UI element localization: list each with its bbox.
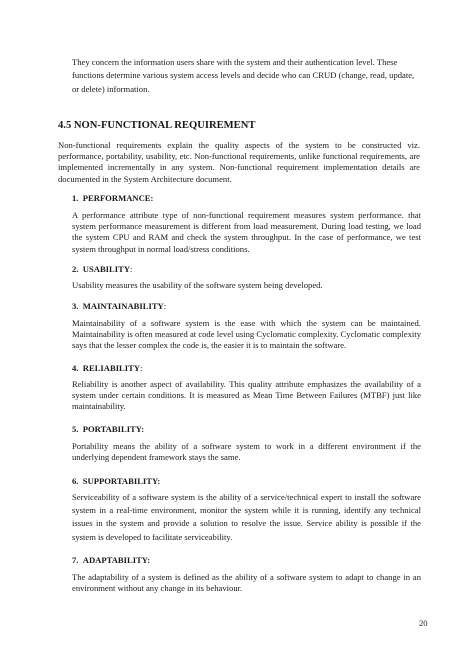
item-body-portability: Portability means the ability of a software system to work in a different environment if the underlying dependent framework stays the same.	[72, 441, 421, 463]
item-number: 1.	[72, 193, 79, 203]
section-heading: 4.5 NON-FUNCTIONAL REQUIREMENT	[58, 120, 256, 131]
item-heading-performance	[72, 193, 153, 203]
item-number: 4.	[72, 363, 79, 373]
item-heading-adaptability	[72, 555, 150, 565]
item-title: ADAPTABILITY:	[82, 555, 151, 565]
item-number: 7.	[72, 555, 79, 565]
item-heading-usability	[72, 264, 132, 274]
item-number: 6.	[72, 476, 79, 486]
section-body: Non-functional requirements explain the quality aspects of the system to be constructed viz. performance, portability, usability, etc. Non-functional requirements, unlike functional requirements, are implemented incrementally in any system. Non-functional requirement implementation details are documented in the System Architecture document.	[58, 140, 420, 184]
item-colon: :	[130, 264, 133, 274]
item-body-supportability: Serviceability of a software system is the ability of a service/technical expert to install the software system in a real-time environment, monitor the system while it is running, identify any technical issues in the system and provide a solution to resolve the issue. Service ability is possible if the system is developed to facilitate serviceability.	[72, 492, 421, 542]
item-title: PORTABILITY:	[82, 424, 145, 434]
item-body-adaptability: The adaptability of a system is defined as the ability of a software system to adapt to change in an environment without any change in its behaviour.	[72, 572, 421, 594]
item-title: SUPPORTABILITY:	[82, 476, 161, 486]
item-number: 3.	[72, 301, 79, 311]
item-heading-supportability	[72, 476, 160, 486]
item-number: 2.	[72, 264, 79, 274]
item-number: 5.	[72, 424, 79, 434]
item-colon: :	[140, 363, 143, 373]
item-heading-maintainability	[72, 301, 166, 311]
page-number: 20	[419, 618, 428, 628]
item-title: USABILITY	[82, 264, 131, 274]
item-heading-reliability	[72, 363, 142, 373]
item-title: RELIABILITY	[82, 363, 141, 373]
item-heading-portability	[72, 424, 144, 434]
item-body-maintainability: Maintainability of a software system is the ease with which the system can be maintained. Maintainability is often measured at code level using Cyclomatic complexity. Cyclomatic complexity says that the lesser complex the code is, the easier it is to maintain the software.	[72, 318, 421, 351]
intro-paragraph: They concern the information users share with the system and their authentication level. These functions determine various system access levels and decide who can CRUD (change, read, update, or delete) information.	[72, 57, 415, 94]
item-body-reliability: Reliability is another aspect of availability. This quality attribute emphasizes the availability of a system under certain conditions. It is measured as Mean Time Between Failures (MTBF) just like maintainability.	[72, 379, 421, 412]
item-title: PERFORMANCE:	[82, 193, 154, 203]
item-colon: :	[163, 301, 167, 311]
item-body-usability: Usability measures the usability of the software system being developed.	[72, 280, 323, 290]
item-title: MAINTAINABILITY	[82, 301, 164, 311]
item-body-performance: A performance attribute type of non-functional requirement measures system performance. that system performance measurement is different from load measurement. During load testing, we load the system CPU and RAM and check the system throughput. In the case of performance, we test system throughput in normal load/stress conditions.	[72, 210, 421, 254]
